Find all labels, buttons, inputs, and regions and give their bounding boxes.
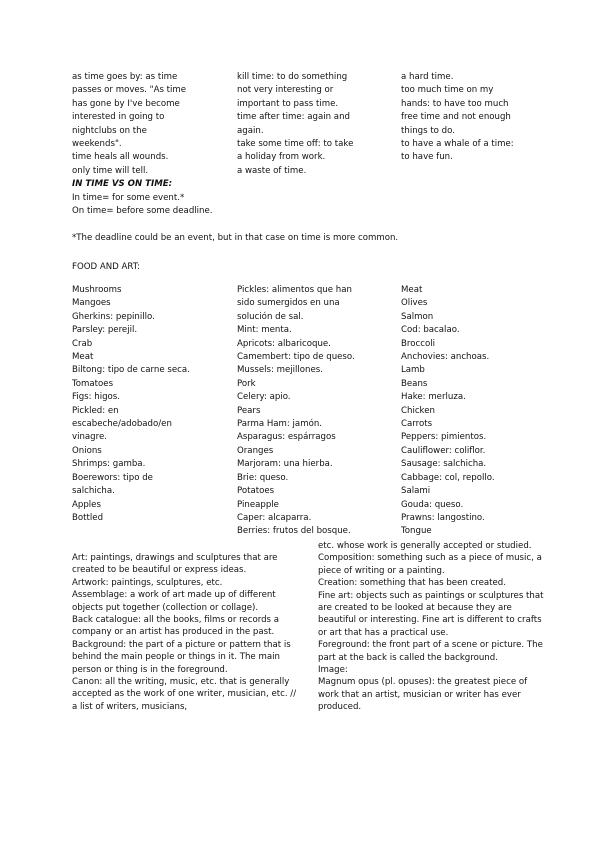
food-item: Oranges [237, 445, 274, 456]
food-item: Pears [237, 405, 261, 416]
food-item: Prawns: langostino. [401, 512, 485, 523]
food-item: Brie: queso. [237, 472, 289, 483]
text-line: passes or moves. "As time [72, 85, 187, 96]
food-item: Marjoram: una hierba. [237, 459, 333, 470]
food-item: vinagre. [72, 432, 108, 443]
art-glossary-right [318, 540, 550, 714]
food-item: Camembert: tipo de queso. [237, 352, 355, 363]
text-line: a waste of time. [237, 165, 307, 176]
glossary-entry: Artwork: paintings, sculptures, etc. [72, 577, 223, 588]
food-item: Carrots [401, 419, 433, 430]
food-item: Bottled [72, 512, 104, 523]
glossary-entry: Assemblage: a work of art made up of different objects put together (collection or collage). [72, 590, 276, 613]
text-line: again. [237, 125, 264, 136]
text-line: too much time on my [401, 85, 494, 96]
food-item: Gherkins: pepinillo. [72, 311, 155, 322]
text-line: important to pass time. [237, 98, 339, 109]
text-line: to have a whale of a time: [401, 139, 514, 150]
food-item: Pineapple [237, 499, 279, 510]
idioms-column-3 [401, 71, 514, 165]
food-item: Crab [72, 338, 93, 349]
food-item: Pickled: en [72, 405, 119, 416]
food-item: Cabbage: col, repollo. [401, 472, 495, 483]
food-item: Mint: menta. [237, 325, 292, 336]
food-item: Sausage: salchicha. [401, 459, 487, 470]
food-item: Biltong: tipo de carne seca. [72, 365, 190, 376]
food-item: Onions [72, 445, 102, 456]
glossary-entry: Background: the part of a picture or pattern that is behind the main people or things in it. The main person or thing is in the foreground. [72, 639, 291, 675]
food-item: Asparagus: espárragos [237, 432, 336, 443]
text-line: things to do. [401, 125, 455, 136]
food-item: Mussels: mejillones. [237, 365, 324, 376]
food-item: Pork [237, 378, 256, 389]
art-glossary-left [72, 552, 304, 713]
food-item: Peppers: pimientos. [401, 432, 487, 443]
footnote: *The deadline could be an event, but in that case on time is more common. [72, 233, 399, 243]
text-line: only time will tell. [72, 165, 149, 176]
text-line: a hard time. [401, 72, 454, 82]
glossary-entry: Foreground: the front part of a scene or picture. The part at the back is called the background. [318, 640, 543, 663]
text-line: kill time: to do something [237, 72, 348, 82]
food-item: Hake: merluza. [401, 392, 466, 403]
text-line: interested in going to [72, 112, 165, 123]
food-item: Parsley: perejil. [72, 325, 138, 336]
food-item: Salmon [401, 311, 434, 322]
food-item: Olives [401, 298, 428, 309]
glossary-entry: Composition: something such as a piece of music, a piece of writing or a painting. [318, 553, 542, 576]
food-column-2 [237, 284, 355, 539]
text-line: In time= for some event.* [72, 192, 185, 203]
glossary-entry: Art: paintings, drawings and sculptures that are created to be beautiful or express ideas. [72, 553, 278, 576]
food-item: Broccoli [401, 338, 435, 349]
text-line: as time goes by: as time [72, 72, 178, 82]
food-item: Celery: apio. [237, 392, 291, 403]
text-line: nightclubs on the [72, 125, 147, 136]
food-column-3 [401, 284, 495, 539]
glossary-entry: etc. whose work is generally accepted or studied. [318, 541, 532, 551]
food-item: Mushrooms [72, 285, 122, 295]
food-item: Salami [401, 486, 431, 497]
food-item: solución de sal. [237, 311, 304, 322]
food-item: Meat [401, 285, 423, 295]
food-item: sido sumergidos en una [237, 298, 340, 309]
food-item: Potatoes [237, 486, 275, 497]
glossary-entry: Creation: something that has been created. [318, 578, 506, 589]
food-item: Tomatoes [72, 378, 114, 389]
food-item: Cod: bacalao. [401, 325, 460, 336]
food-item: Anchovies: anchoas. [401, 352, 490, 363]
text-line: not very interesting or [237, 85, 334, 96]
text-line: take some time off: to take [237, 139, 354, 150]
text-line: weekends". [72, 139, 122, 150]
food-item: Tongue [401, 526, 432, 537]
food-item: Beans [401, 378, 428, 389]
text-line: time after time: again and [237, 112, 350, 123]
glossary-entry: Canon: all the writing, music, etc. that is generally accepted as the work of one writer, musician, etc. // a list of writers, musicians, [72, 677, 297, 712]
food-item: Chicken [401, 405, 435, 416]
glossary-entry: Image: [318, 665, 348, 676]
glossary-entry: Magnum opus (pl. opuses): the greatest piece of work that an artist, musician or writer has ever produced. [318, 677, 528, 713]
text-line: time heals all wounds. [72, 152, 169, 163]
idioms-column-2 [237, 71, 353, 178]
food-item: Caper: alcaparra. [237, 512, 312, 523]
text-line: to have fun. [401, 152, 453, 163]
glossary-entry: Back catalogue: all the books, films or records a company or an artist has produced in the past. [72, 615, 280, 638]
food-item: Figs: higos. [72, 392, 121, 403]
text-line: a holiday from work. [237, 152, 326, 163]
text-line: has gone by I've become [72, 98, 180, 109]
text-line: free time and not enough [401, 112, 511, 123]
food-item: Mangoes [72, 298, 111, 309]
food-item: Apricots: albaricoque. [237, 338, 331, 349]
idioms-column-1 [72, 71, 213, 218]
food-item: Berries: frutos del bosque. [237, 526, 351, 537]
glossary-entry: Fine art: objects such as paintings or sculptures that are created to be looked at because they are beautiful or interesting. Fine art is different to crafts or art that has a practical use. [318, 590, 544, 638]
food-item: Gouda: queso. [401, 499, 464, 510]
subheading-in-time-vs-on-time: IN TIME VS ON TIME: [72, 179, 173, 190]
text-line: hands: to have too much [401, 98, 509, 109]
food-item: Lamb [401, 365, 425, 376]
food-item: escabeche/adobado/en [72, 419, 172, 430]
food-item: Apples [72, 499, 101, 510]
food-item: salchicha. [72, 486, 115, 497]
food-item: Boerewors: tipo de [72, 472, 153, 483]
food-item: Meat [72, 352, 94, 363]
section-heading-food-and-art: FOOD AND ART: [72, 262, 140, 272]
food-item: Pickles: alimentos que han [237, 285, 352, 295]
food-column-1 [72, 284, 190, 525]
food-item: Shrimps: gamba. [72, 459, 146, 470]
food-item: Parma Ham: jamón. [237, 419, 323, 430]
text-line: On time= before some deadline. [72, 206, 213, 217]
food-item: Cauliflower: coliflor. [401, 445, 486, 456]
